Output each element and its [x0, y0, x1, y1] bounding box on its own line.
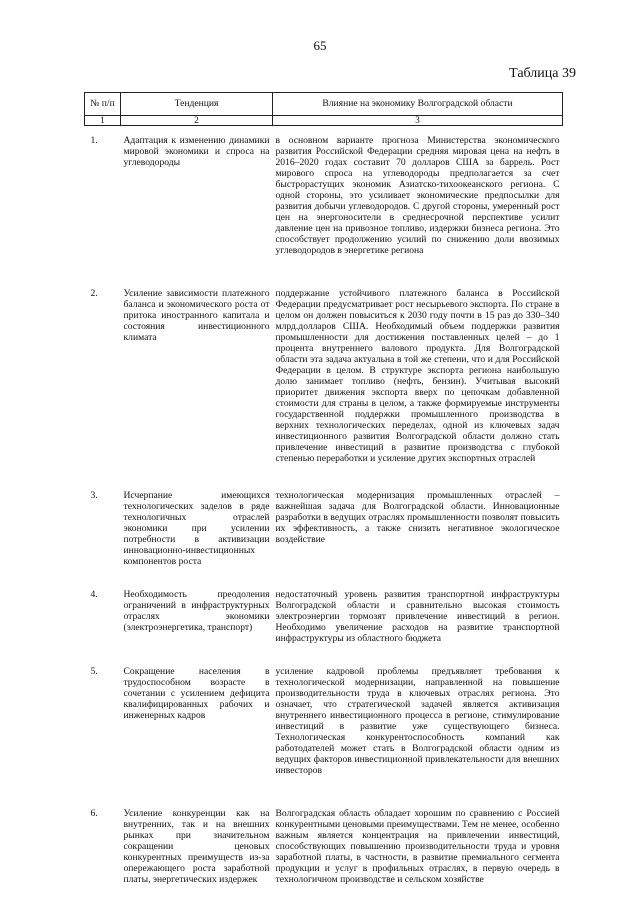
- header-trend: Тенденция: [121, 93, 273, 116]
- row-impact: усиление кадровой проблемы предъявляет требования к технологической модернизации, направленной на повышение производительности труда в ключевых отраслях региона. Это означает, что стратегической задачей является активизация внутреннего инвестиционного процесса в регионе, стимулирование инвестиций в развитие уже существующего бизнеса. Технологическая конкурентоспособность компаний как работодателей может стать в Волгоградской области одним из ведущих факторов инвестиционной привлекательности для внешних инвесторов: [275, 666, 560, 776]
- column-index-1: 1: [85, 116, 121, 126]
- row-number: 6.: [90, 808, 98, 819]
- table-header-row: [85, 93, 563, 116]
- row-trend: Усиление зависимости платежного баланса и экономического роста от притока иностранного капитала и состояния инвестиционного климата: [123, 288, 270, 343]
- column-index-2: 2: [121, 116, 273, 126]
- table-row: [85, 135, 563, 256]
- header-num: № п/п: [85, 93, 121, 116]
- table-row: [85, 808, 563, 885]
- table-row: [85, 490, 563, 567]
- table-column-index-row: [85, 116, 563, 126]
- row-impact: недостаточный уровень развития транспортной инфраструктуры Волгоградской области и сравнительно высокая стоимость электроэнергии тормозят привлечение инвестиций в регион. Необходимо увеличение расходов на развитие транспортной инфраструктуры из областного бюджета: [275, 589, 560, 644]
- header-impact: Влияние на экономику Волгоградской области: [273, 93, 563, 116]
- row-trend: Исчерпание имеющихся технологических заделов в ряде технологичных отраслей экономики при усилении потребности в активизации инновационно-инвестиционных компонентов роста: [123, 490, 270, 567]
- row-trend: Необходимость преодоления ограничений в инфраструктурных отраслях экономики (электроэнергетика, транспорт): [123, 589, 270, 633]
- row-trend: Сокращение населения в трудоспособном возрасте в сочетании с усилением дефицита квалифицированных рабочих и инженерных кадров: [123, 666, 270, 721]
- row-impact: поддержание устойчивого платежного баланса в Российской Федерации предусматривает рост несырьевого экспорта. По стране в целом он должен повыситься к 2030 году почти в 15 раз до 330–340 млрд.долларов США. Необходимый объем поддержки развития промышленности для достижения поставленных целей – до 1 процента внутреннего валового продукта. Для Волгоградской области эта задача актуальна в той же степени, что и для Российской Федерации в целом. В структуре экспорта региона наибольшую долю занимает топливо (нефть, бензин). Учитывая высокий приоритет движения экспорта вверх по цепочкам добавленной стоимости для страны в целом, а также формируемые инструменты государственной поддержки промышленного производства в верхних технологических переделах, одной из ключевых задач инвестиционного развития Волгоградской области должно стать привлечение инвестиций в развитие производства с глубокой степенью переработки и усиление других экспортных отраслей: [275, 288, 560, 464]
- table-row: [85, 666, 563, 776]
- trends-table: [84, 92, 563, 885]
- table-row: [85, 589, 563, 644]
- row-number: 3.: [90, 490, 98, 501]
- table-caption: Таблица 39: [509, 66, 576, 81]
- row-impact: Волгоградская область обладает хорошим по сравнению с Россией конкурентными ценовыми преимуществами. Тем не менее, особенно важным является концентрация на привлечении инвестиций, способствующих повышению производительности труда и уровня заработной платы, в частности, в развитие премиального сегмента продукции и услуг в профильных отраслях, в первую очередь в технологичном производстве и сельском хозяйстве: [275, 808, 560, 885]
- row-number: 5.: [90, 666, 98, 677]
- row-impact: в основном варианте прогноза Министерства экономического развития Российской Федерации средняя мировая цена на нефть в 2016–2020 годах составит 70 долларов США за баррель. Рост мирового спроса на углеводороды предполагается за счет быстрорастущих экономик Азиатско-тихоокеанского региона. С одной стороны, это усиливает экономические предпосылки для развития добычи углеводородов. С другой стороны, умеренный рост цен на энергоносители в среднесрочной перспективе усилит давление цен на привозное топливо, издержки бизнеса региона. Это способствует продолжению усилий по снижению доли ввозимых углеводородов в энергетике региона: [275, 135, 560, 256]
- page-number: 65: [313, 38, 327, 53]
- row-trend: Усиление конкуренции как на внутренних, так и на внешних рынках при значительном сокращении ценовых конкурентных преимуществ из-за опережающего роста заработной платы, энергетических издержек: [123, 808, 270, 885]
- row-trend: Адаптация к изменению динамики мировой экономики и спроса на углеводороды: [123, 135, 270, 168]
- table-row: [85, 288, 563, 464]
- row-impact: технологическая модернизация промышленных отраслей – важнейшая задача для Волгоградской области. Инновационные разработки в ведущих отраслях промышленности позволят повысить их эффективность, а также снизить негативное экологическое воздействие: [275, 490, 560, 545]
- row-number: 1.: [90, 135, 98, 146]
- row-number: 2.: [90, 288, 98, 299]
- row-number: 4.: [90, 589, 98, 600]
- column-index-3: 3: [273, 116, 563, 126]
